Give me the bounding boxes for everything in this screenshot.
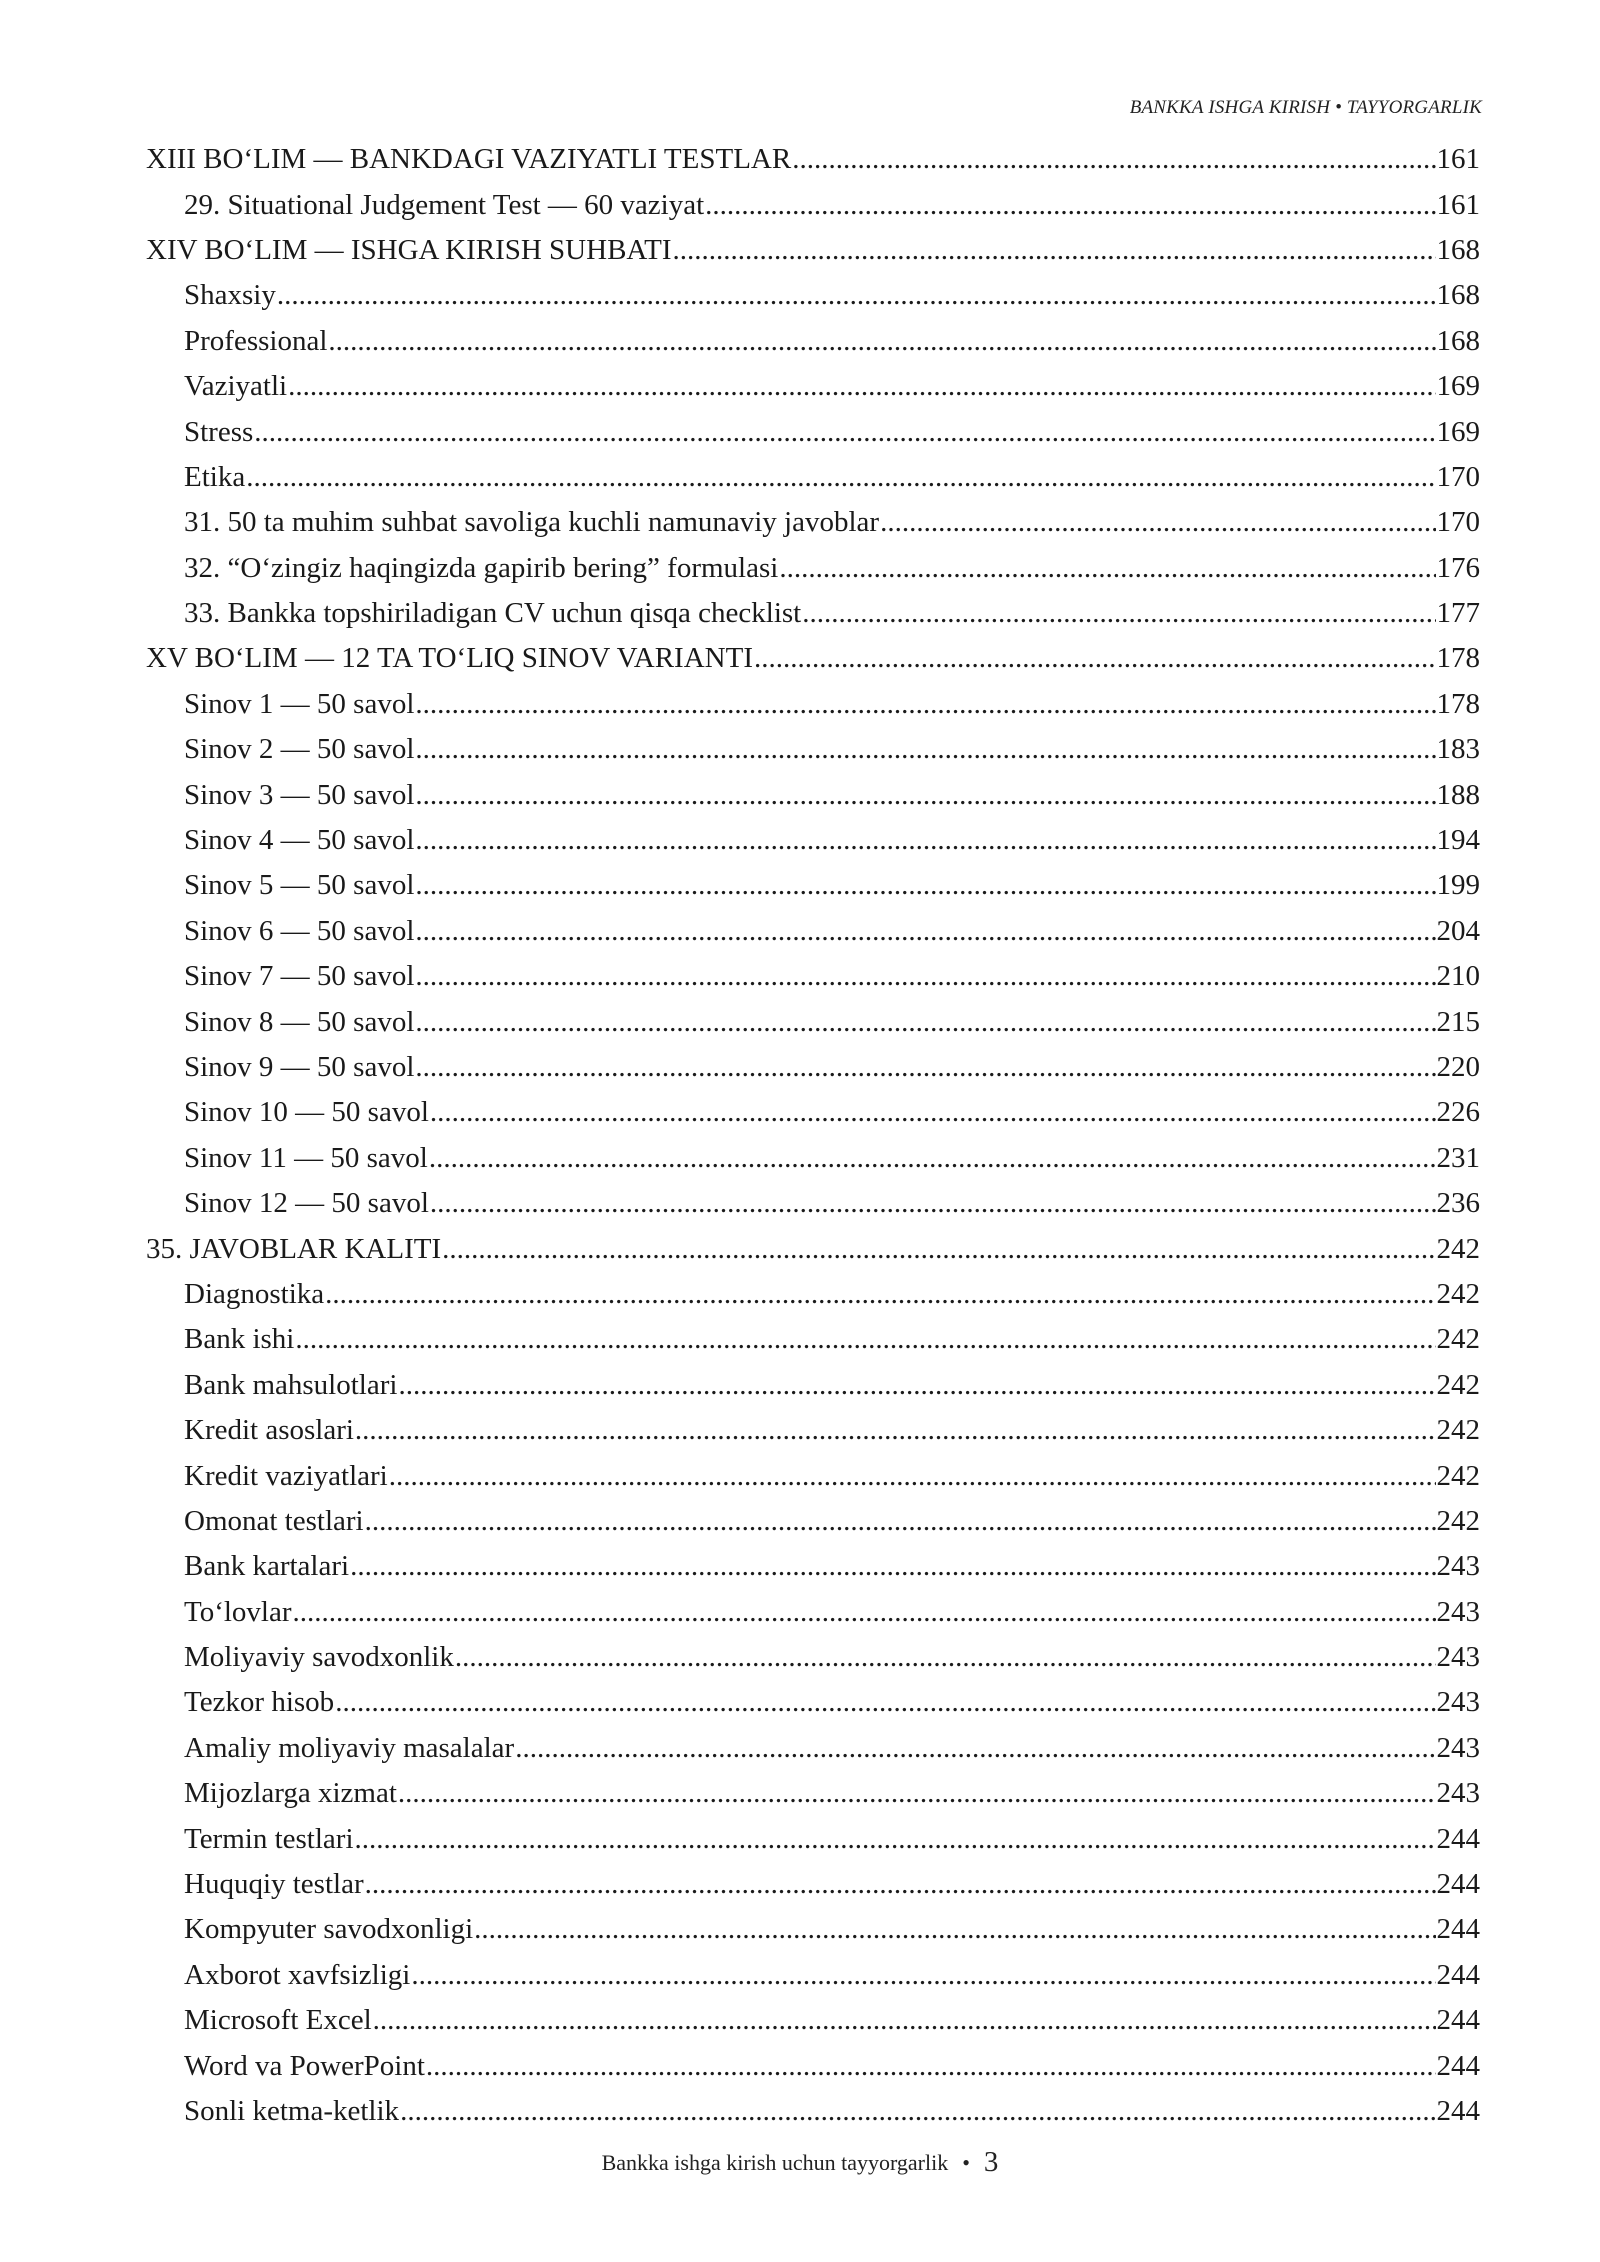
toc-entry[interactable] (146, 546, 1480, 591)
toc-entry-title: Huquqiy testlar (184, 1868, 364, 1901)
toc-dot-leader (415, 871, 1435, 900)
toc-entry-title: Kredit vaziyatlari (184, 1459, 388, 1492)
toc-entry[interactable] (146, 1953, 1480, 1998)
toc-dot-leader (415, 962, 1435, 991)
toc-dot-leader (335, 1688, 1435, 1717)
toc-entry-title: Kompyuter savodxonligi (184, 1913, 474, 1946)
toc-dot-leader (365, 1507, 1436, 1536)
toc-dot-leader (515, 1734, 1435, 1763)
toc-entry-page: 168 (1436, 324, 1480, 357)
toc-entry[interactable] (146, 1907, 1480, 1952)
toc-entry[interactable] (146, 863, 1480, 908)
toc-entry-title: Vaziyatli (184, 370, 288, 403)
toc-entry-title: 32. “O‘zingiz haqingizda gapirib bering” formulasi (184, 551, 779, 584)
toc-entry-title: Sonli ketma-ketlik (184, 2094, 400, 2127)
toc-dot-leader (373, 2006, 1436, 2035)
toc-entry[interactable] (146, 1544, 1480, 1589)
toc-entry[interactable] (146, 364, 1480, 409)
toc-dot-leader (415, 781, 1435, 810)
toc-dot-leader (442, 1235, 1435, 1264)
toc-entry[interactable] (146, 1680, 1480, 1725)
toc-dot-leader (455, 1643, 1436, 1672)
toc-dot-leader (673, 236, 1436, 265)
page-footer (0, 2146, 1600, 2179)
toc-dot-leader (350, 1552, 1435, 1581)
toc-entry[interactable] (146, 1226, 1480, 1271)
toc-entry[interactable] (146, 1181, 1480, 1226)
toc-entry-title: Bank kartalari (184, 1550, 350, 1583)
toc-entry-page: 170 (1436, 460, 1480, 493)
toc-dot-leader (415, 735, 1435, 764)
toc-entry-page: 242 (1436, 1368, 1480, 1401)
toc-entry-page: 169 (1436, 370, 1480, 403)
toc-entry-page: 204 (1436, 914, 1480, 947)
toc-entry-page: 244 (1436, 1868, 1480, 1901)
toc-entry[interactable] (146, 1136, 1480, 1181)
toc-entry-page: 244 (1436, 2004, 1480, 2037)
toc-dot-leader (328, 327, 1435, 356)
running-header: BANKKA ISHGA KIRISH • TAYYORGARLIK (1129, 97, 1482, 118)
toc-entry-page: 168 (1436, 233, 1480, 266)
toc-dot-leader (415, 826, 1435, 855)
toc-entry-title: 33. Bankka topshiriladigan CV uchun qisqa checklist (184, 597, 802, 630)
toc-entry[interactable] (146, 182, 1480, 227)
toc-entry-page: 243 (1436, 1550, 1480, 1583)
toc-entry-title: Sinov 3 — 50 savol (184, 778, 415, 811)
toc-entry-title: Sinov 2 — 50 savol (184, 733, 415, 766)
toc-dot-leader (429, 1144, 1436, 1173)
toc-dot-leader (355, 1825, 1436, 1854)
toc-entry-title: XIV BO‘LIM — ISHGA KIRISH SUHBATI (146, 233, 672, 266)
toc-dot-leader (430, 1189, 1436, 1218)
toc-entry[interactable] (146, 273, 1480, 318)
toc-entry[interactable] (146, 1408, 1480, 1453)
toc-entry-title: Termin testlari (184, 1822, 354, 1855)
toc-entry[interactable] (146, 772, 1480, 817)
toc-dot-leader (254, 418, 1435, 447)
toc-entry-title: Sinov 12 — 50 savol (184, 1187, 429, 1220)
toc-entry-page: 231 (1436, 1141, 1480, 1174)
footer-separator: • (962, 2150, 970, 2175)
toc-entry[interactable] (146, 455, 1480, 500)
toc-entry-title: Stress (184, 415, 254, 448)
toc-entry-page: 243 (1436, 1641, 1480, 1674)
toc-entry-title: Sinov 7 — 50 savol (184, 960, 415, 993)
toc-entry-page: 194 (1436, 824, 1480, 857)
toc-entry[interactable] (146, 1363, 1480, 1408)
toc-dot-leader (880, 508, 1435, 537)
toc-entry-page: 244 (1436, 1958, 1480, 1991)
toc-dot-leader (293, 1598, 1436, 1627)
toc-entry[interactable] (146, 2043, 1480, 2088)
toc-entry-title: Kredit asoslari (184, 1414, 354, 1447)
toc-entry-page: 243 (1436, 1731, 1480, 1764)
toc-entry[interactable] (146, 999, 1480, 1044)
toc-entry[interactable] (146, 1045, 1480, 1090)
toc-entry-title: Omonat testlari (184, 1504, 364, 1537)
toc-entry-title: To‘lovlar (184, 1595, 292, 1628)
toc-entry-title: XIII BO‘LIM — BANKDAGI VAZIYATLI TESTLAR (146, 143, 792, 176)
table-of-contents (146, 137, 1480, 2134)
toc-dot-leader (426, 2052, 1436, 2081)
toc-entry[interactable] (146, 2089, 1480, 2134)
toc-entry-title: Sinov 1 — 50 savol (184, 687, 415, 720)
toc-entry-page: 176 (1436, 551, 1480, 584)
toc-entry[interactable] (146, 1272, 1480, 1317)
toc-entry-page: 183 (1436, 733, 1480, 766)
toc-entry-title: Mijozlarga xizmat (184, 1777, 397, 1810)
toc-entry-page: 242 (1436, 1414, 1480, 1447)
toc-entry-title: Word va PowerPoint (184, 2049, 425, 2082)
toc-dot-leader (415, 1008, 1435, 1037)
toc-entry[interactable] (146, 727, 1480, 772)
toc-entry-page: 199 (1436, 869, 1480, 902)
toc-dot-leader (246, 463, 1435, 492)
toc-entry-page: 220 (1436, 1051, 1480, 1083)
toc-dot-leader (277, 281, 1436, 310)
toc-entry-page: 244 (1436, 1913, 1480, 1946)
toc-dot-leader (415, 917, 1435, 946)
toc-entry-page: 161 (1436, 143, 1480, 176)
toc-entry[interactable] (146, 137, 1480, 182)
toc-dot-leader (754, 644, 1436, 673)
toc-entry[interactable] (146, 319, 1480, 364)
toc-entry[interactable] (146, 1499, 1480, 1544)
toc-entry-page: 244 (1436, 2094, 1480, 2127)
toc-dot-leader (802, 599, 1435, 628)
toc-dot-leader (325, 1280, 1435, 1309)
toc-entry[interactable] (146, 228, 1480, 273)
toc-entry-page: 178 (1436, 687, 1480, 720)
toc-dot-leader (398, 1371, 1435, 1400)
toc-entry-title: Sinov 10 — 50 savol (184, 1096, 429, 1129)
toc-entry-page: 236 (1436, 1187, 1480, 1220)
toc-entry-title: Sinov 11 — 50 savol (184, 1141, 428, 1174)
toc-entry[interactable] (146, 636, 1480, 681)
toc-entry-page: 243 (1436, 1686, 1480, 1719)
toc-entry[interactable] (146, 1317, 1480, 1362)
toc-entry-page: 243 (1436, 1595, 1480, 1628)
toc-entry-page: 215 (1436, 1005, 1480, 1038)
toc-entry-page: 177 (1436, 597, 1480, 630)
toc-dot-leader (411, 1961, 1435, 1990)
toc-dot-leader (400, 2097, 1435, 2126)
toc-entry[interactable] (146, 1862, 1480, 1907)
toc-entry[interactable] (146, 682, 1480, 727)
page-number: 3 (983, 2146, 999, 2178)
toc-entry-title: Diagnostika (184, 1277, 325, 1310)
toc-entry-page: 242 (1436, 1504, 1480, 1537)
toc-dot-leader (389, 1462, 1436, 1491)
toc-entry-page: 244 (1436, 1822, 1480, 1855)
toc-dot-leader (792, 145, 1435, 174)
toc-entry[interactable] (146, 1816, 1480, 1861)
toc-dot-leader (398, 1779, 1436, 1808)
toc-entry-title: 35. JAVOBLAR KALITI (146, 1232, 442, 1265)
toc-dot-leader (355, 1416, 1436, 1445)
toc-dot-leader (365, 1870, 1436, 1899)
toc-entry-title: Bank mahsulotlari (184, 1368, 398, 1401)
toc-entry[interactable] (146, 1090, 1480, 1135)
toc-entry-title: XV BO‘LIM — 12 TA TO‘LIQ SINOV VARIANTI (146, 642, 753, 675)
toc-entry-title: Sinov 8 — 50 savol (184, 1005, 415, 1038)
toc-entry-title: Bank ishi (184, 1323, 295, 1356)
toc-entry[interactable] (146, 500, 1480, 545)
toc-entry-title: Axborot xavfsizligi (184, 1958, 411, 1991)
toc-entry-page: 242 (1436, 1277, 1480, 1310)
toc-entry-title: Tezkor hisob (184, 1686, 335, 1719)
toc-entry-page: 188 (1436, 778, 1480, 811)
toc-entry-page: 242 (1436, 1459, 1480, 1492)
toc-entry-page: 244 (1436, 2049, 1480, 2082)
toc-entry-title: 29. Situational Judgement Test — 60 vaziyat (184, 188, 705, 221)
toc-entry[interactable] (146, 818, 1480, 863)
toc-entry[interactable] (146, 954, 1480, 999)
toc-entry-title: Sinov 4 — 50 savol (184, 824, 415, 857)
toc-entry-title: Amaliy moliyaviy masalalar (184, 1731, 515, 1764)
toc-entry-page: 210 (1436, 960, 1480, 993)
toc-entry-title: Microsoft Excel (184, 2004, 372, 2037)
toc-dot-leader (288, 372, 1435, 401)
toc-dot-leader (474, 1915, 1435, 1944)
toc-entry[interactable] (146, 1726, 1480, 1771)
toc-entry-page: 242 (1436, 1323, 1480, 1356)
toc-dot-leader (295, 1325, 1435, 1354)
toc-dot-leader (705, 191, 1435, 220)
toc-dot-leader (779, 554, 1435, 583)
toc-entry-page: 178 (1436, 642, 1480, 675)
toc-dot-leader (430, 1098, 1436, 1127)
toc-entry-title: Etika (184, 460, 246, 493)
toc-entry[interactable] (146, 1453, 1480, 1498)
toc-entry[interactable] (146, 909, 1480, 954)
toc-entry[interactable] (146, 1998, 1480, 2043)
toc-entry[interactable] (146, 591, 1480, 636)
toc-dot-leader (415, 690, 1435, 719)
toc-entry-title: Sinov 6 — 50 savol (184, 914, 415, 947)
toc-entry-page: 168 (1436, 279, 1480, 312)
toc-dot-leader (415, 1053, 1435, 1082)
toc-entry-page: 161 (1436, 188, 1480, 221)
toc-entry-page: 243 (1436, 1777, 1480, 1810)
toc-entry[interactable] (146, 1590, 1480, 1635)
toc-entry-title: Shaxsiy (184, 279, 276, 312)
toc-entry[interactable] (146, 409, 1480, 454)
toc-entry[interactable] (146, 1771, 1480, 1816)
toc-entry-page: 242 (1436, 1232, 1480, 1265)
toc-entry[interactable] (146, 1635, 1480, 1680)
toc-entry-title: Sinov 9 — 50 savol (184, 1051, 415, 1083)
toc-entry-title: Moliyaviy savodxonlik (184, 1641, 454, 1674)
toc-entry-page: 169 (1436, 415, 1480, 448)
toc-entry-page: 226 (1436, 1096, 1480, 1129)
toc-entry-title: 31. 50 ta muhim suhbat savoliga kuchli namunaviy javoblar (184, 506, 880, 539)
footer-title: Bankka ishga kirish uchun tayyorgarlik (601, 2150, 949, 2175)
toc-entry-title: Sinov 5 — 50 savol (184, 869, 415, 902)
toc-entry-page: 170 (1436, 506, 1480, 539)
toc-entry-title: Professional (184, 324, 328, 357)
